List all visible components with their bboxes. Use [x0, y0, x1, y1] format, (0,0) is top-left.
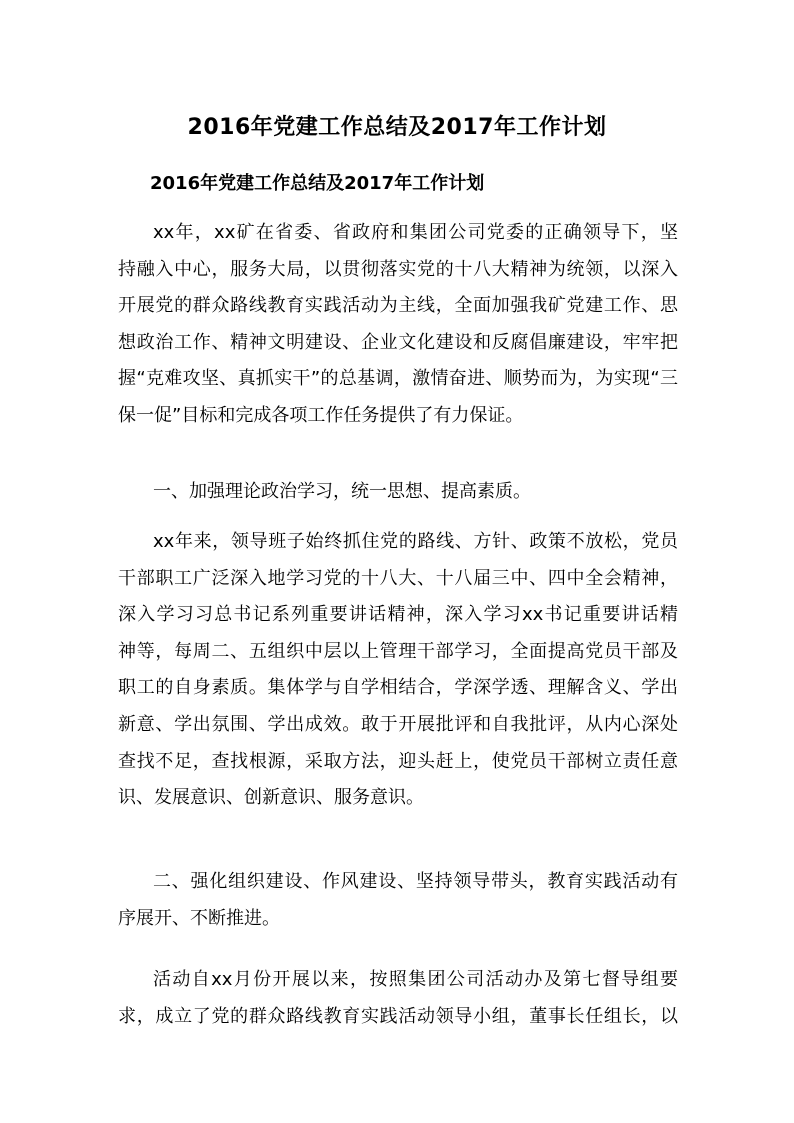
paragraph-line: 职工的自身素质。集体学与自学相结合，学深学透、理解含义、学出: [118, 677, 678, 699]
document-subtitle: 2016年党建工作总结及2017年工作计划: [150, 173, 485, 194]
paragraph-line: 深入学习习总书记系列重要讲话精神，深入学习xx书记重要讲话精: [118, 604, 678, 626]
paragraph-line: 干部职工广泛深入地学习党的十八大、十八届三中、四中全会精神，: [118, 567, 678, 589]
paragraph-line: 新意、学出氛围、学出成效。敢于开展批评和自我批评，从内心深处: [118, 713, 678, 735]
paragraph-line: 神等，每周二、五组织中层以上管理干部学习，全面提高党员干部及: [118, 640, 678, 662]
paragraph-line: 保一促”目标和完成各项工作任务提供了有力保证。: [118, 404, 524, 426]
paragraph-intro: [118, 215, 678, 435]
paragraph-line: xx年，xx矿在省委、省政府和集团公司党委的正确领导下，坚: [153, 222, 678, 243]
paragraph-study: [118, 524, 678, 817]
paragraph-line: 持融入中心，服务大局，以贯彻落实党的十八大精神为统领，以深入: [118, 258, 678, 280]
paragraph-activity: [118, 962, 678, 1035]
paragraph-line: 一、加强理论政治学习，统一思想、提高素质。: [153, 481, 531, 502]
paragraph-line: 求，成立了党的群众路线教育实践活动领导小组，董事长任组长，以: [118, 1005, 678, 1027]
section-heading-two: [118, 864, 678, 937]
paragraph-line: 识、发展意识、创新意识、服务意识。: [118, 787, 424, 809]
paragraph-line: 序展开、不断推进。: [118, 907, 280, 929]
paragraph-line: 开展党的群众路线教育实践活动为主线，全面加强我矿党建工作、思: [118, 295, 678, 317]
paragraph-line: 查找不足，查找根源，采取方法，迎头赶上，使党员干部树立责任意: [118, 750, 678, 772]
paragraph-line: 活动自xx月份开展以来，按照集团公司活动办及第七督导组要: [153, 969, 678, 990]
paragraph-line: 握“克难攻坚、真抓实干”的总基调，激情奋进、顺势而为，为实现“三: [118, 368, 678, 390]
paragraph-line: xx年来，领导班子始终抓住党的路线、方针、政策不放松，党员: [153, 531, 678, 552]
section-heading-one: [118, 474, 678, 511]
paragraph-line: 二、强化组织建设、作风建设、坚持领导带头，教育实践活动有: [153, 871, 678, 892]
paragraph-line: 想政治工作、精神文明建设、企业文化建设和反腐倡廉建设，牢牢把: [118, 331, 678, 353]
document-title: 2016年党建工作总结及2017年工作计划: [187, 115, 607, 140]
